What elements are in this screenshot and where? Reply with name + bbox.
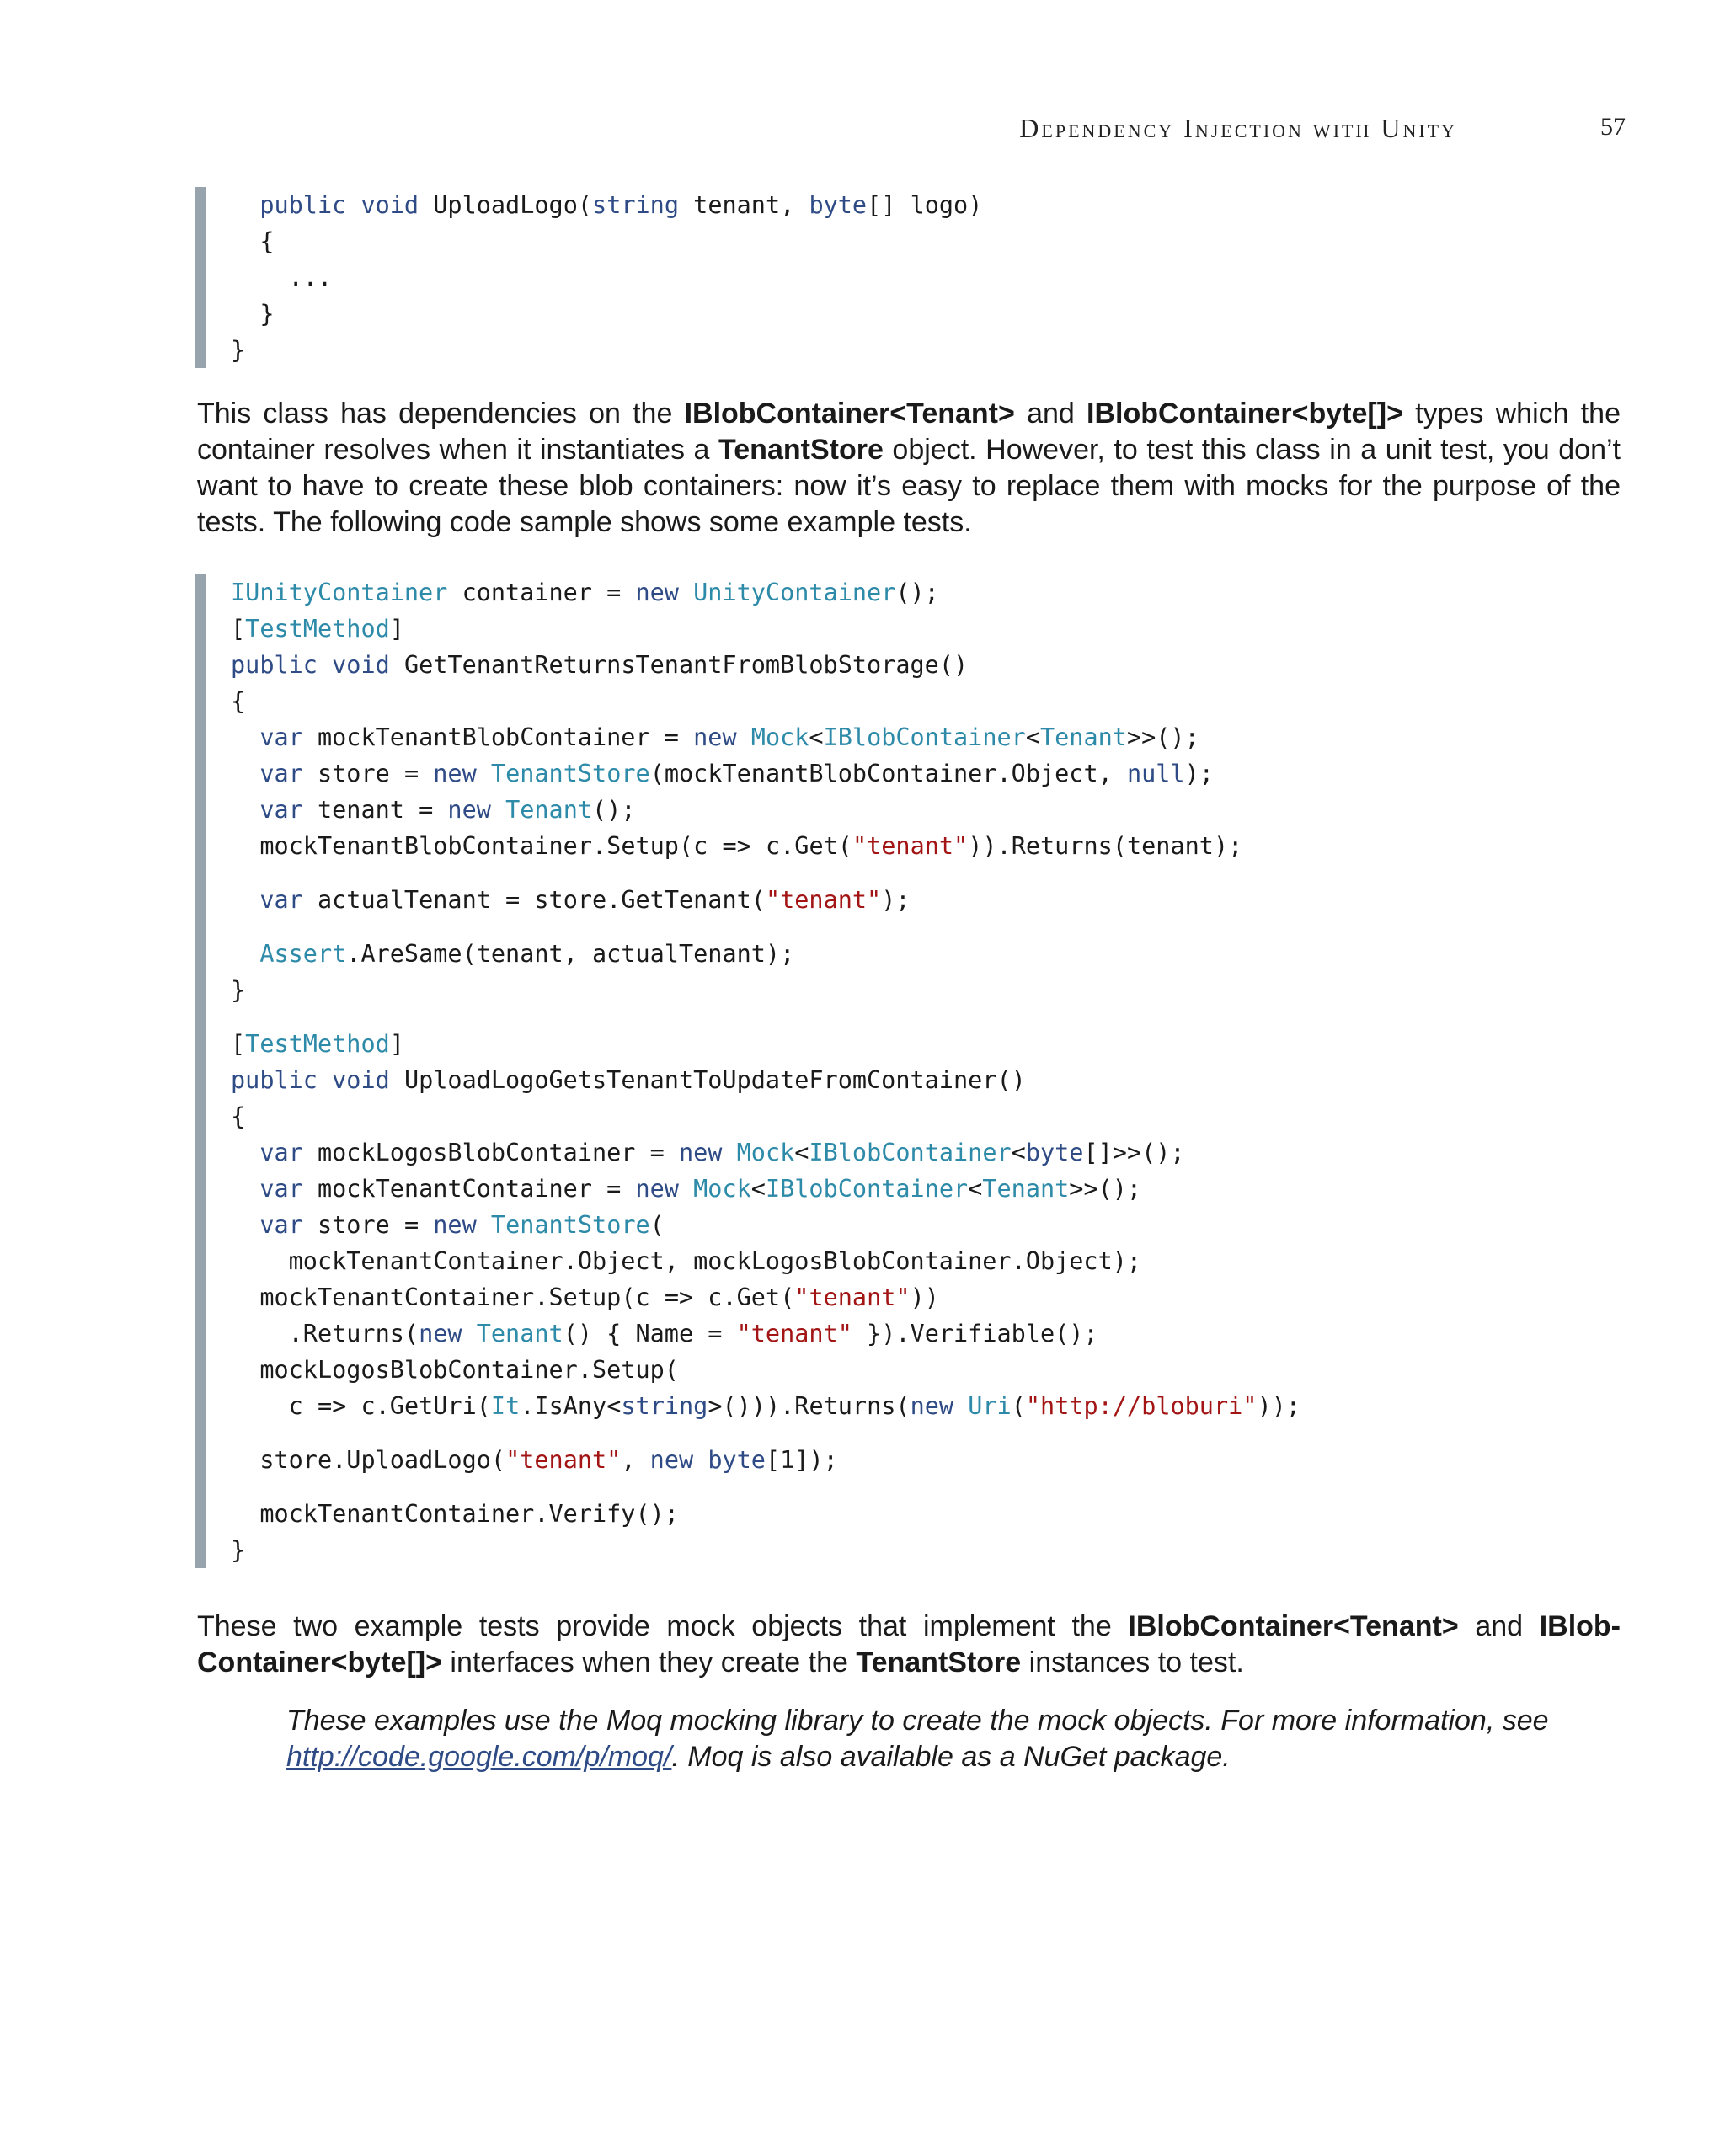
paragraph-dependencies: This class has dependencies on the IBlobContainer<Tenant> and IBlobContainer<byte[]> types which the container resolves when it instantiates a TenantStore object. However, to test this class in a unit test, you don’t want to have to create these blob containers: now it’s easy to replace them with mocks for the purpose of the tests. The following code sample shows some example tests. xyxy=(197,398,1621,538)
code-1-line: { xyxy=(231,227,275,255)
code-2-line: store.UploadLogo("tenant", new byte[1]); xyxy=(259,1446,838,1474)
code-2-line: mockLogosBlobContainer.Setup( xyxy=(259,1356,679,1384)
code-block-example-tests xyxy=(195,574,1300,1568)
code-2-line: mockTenantContainer.Setup(c => c.Get("tenant")) xyxy=(259,1283,939,1311)
page-number: 57 xyxy=(1600,113,1626,141)
code-2-blank-line xyxy=(231,1424,1300,1442)
code-2-line: public void GetTenantReturnsTenantFromBlobStorage() xyxy=(231,651,969,679)
code-2-line: var tenant = new Tenant(); xyxy=(259,796,636,824)
page-header xyxy=(952,113,1626,147)
code-1-line: public void UploadLogo(string tenant, byte[] logo) xyxy=(259,191,983,219)
code-2-line: Assert.AreSame(tenant, actualTenant); xyxy=(259,940,795,968)
code-2-line: var mockTenantBlobContainer = new Mock<IBlobContainer<Tenant>>(); xyxy=(259,723,1199,751)
moq-link[interactable]: http://code.google.com/p/moq/ xyxy=(286,1741,672,1773)
note-moq-library: These examples use the Moq mocking library to create the mock objects. For more information, see http://code.google.com/p/moq/. Moq is also available as a NuGet package. xyxy=(286,1705,1549,1773)
paragraph-mock-objects: These two example tests provide mock objects that implement the IBlobContainer<Tenant> and IBlob-Container<byte[]> interfaces when they create the TenantStore instances to test. xyxy=(197,1610,1621,1678)
code-2-line: .Returns(new Tenant() { Name = "tenant" }).Verifiable(); xyxy=(231,1320,1098,1348)
code-2-line: var store = new TenantStore(mockTenantBlobContainer.Object, null); xyxy=(259,760,1214,787)
code-2-line: { xyxy=(231,687,246,715)
code-2-line: var actualTenant = store.GetTenant("tenant"); xyxy=(259,886,911,914)
code-2-line: c => c.GetUri(It.IsAny<string>())).Returns(new Uri("http://bloburi")); xyxy=(288,1392,1300,1420)
code-1-line: } xyxy=(231,300,275,328)
code-2-line: [TestMethod] xyxy=(231,1030,404,1058)
code-block-upload-logo xyxy=(195,187,982,368)
code-2-blank-line xyxy=(231,1478,1300,1496)
code-2-line: var store = new TenantStore( xyxy=(259,1211,665,1239)
code-2-line: public void UploadLogoGetsTenantToUpdateFromContainer() xyxy=(231,1066,1026,1094)
code-2-line: mockTenantBlobContainer.Setup(c => c.Get("tenant")).Returns(tenant); xyxy=(259,832,1243,860)
code-1-line: ... xyxy=(231,264,333,291)
code-2-line: } xyxy=(231,976,246,1004)
code-2-line: { xyxy=(231,1102,246,1130)
code-2-blank-line xyxy=(231,1008,1300,1026)
code-2-line: mockTenantContainer.Verify(); xyxy=(259,1500,679,1528)
running-title: Dependency Injection with Unity xyxy=(1019,113,1457,143)
code-2-line: mockTenantContainer.Object, mockLogosBlobContainer.Object); xyxy=(288,1247,1142,1275)
code-2-blank-line xyxy=(231,864,1300,882)
code-1-line: } xyxy=(231,336,246,364)
code-2-line: } xyxy=(231,1536,246,1564)
code-2-line: var mockTenantContainer = new Mock<IBlobContainer<Tenant>>(); xyxy=(259,1175,1142,1203)
code-2-line: [TestMethod] xyxy=(231,615,404,643)
code-2-line: IUnityContainer container = new UnityContainer(); xyxy=(231,579,939,606)
code-2-blank-line xyxy=(231,918,1300,936)
code-2-line: var mockLogosBlobContainer = new Mock<IBlobContainer<byte[]>>(); xyxy=(259,1139,1185,1166)
